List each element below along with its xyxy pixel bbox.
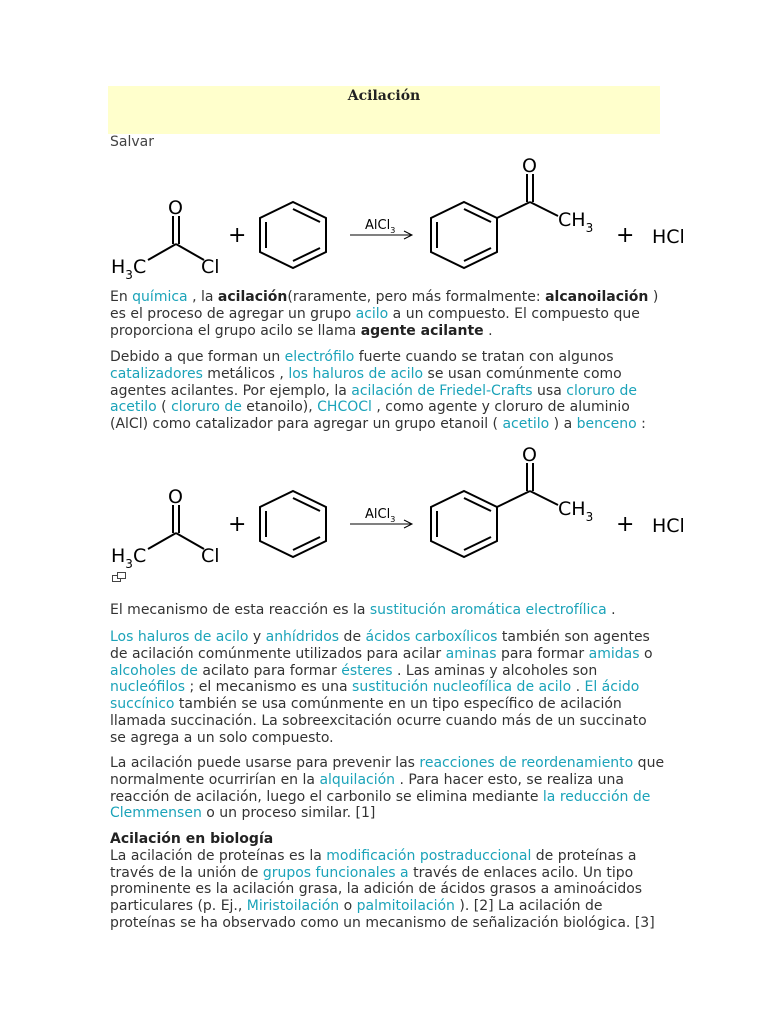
chlorine-label: Cl <box>201 256 220 278</box>
plus-sign-2: + <box>616 512 635 537</box>
link-quimica[interactable]: química <box>132 289 188 305</box>
hcl-label: HCl <box>652 515 685 537</box>
benzene-ring <box>260 202 326 268</box>
link-cloruro-de[interactable]: cloruro de <box>171 399 242 416</box>
acetyl-oxygen-label: O <box>168 197 183 219</box>
hcl-label: HCl <box>652 226 685 248</box>
link-nucleofilos[interactable]: nucleófilos <box>110 679 186 696</box>
plus-sign-2: + <box>616 223 635 248</box>
link-acidos-carboxilicos[interactable]: ácidos carboxílicos <box>365 629 498 645</box>
title-bar <box>108 86 660 134</box>
link-acetilo[interactable]: acetilo <box>502 416 550 433</box>
acetophenone-structure <box>431 463 558 557</box>
methyl-label: $H_3C$ <box>111 256 147 282</box>
link-clemmensen[interactable]: la reducción de Clemmensen <box>110 788 651 822</box>
link-sustitucion-nucleofilica[interactable]: sustitución nucleofílica de acilo <box>352 679 572 696</box>
link-anhidridos[interactable]: anhídridos <box>265 629 340 645</box>
ketone-oxygen-label: O <box>522 444 537 466</box>
link-alcoholes[interactable]: alcoholes de <box>110 662 198 679</box>
acetyl-chloride-structure <box>148 216 204 260</box>
product-methyl-label: $CH_3$ <box>558 498 594 524</box>
link-haluros-acilo-2[interactable]: Los haluros de acilo <box>110 629 249 645</box>
copy-icon[interactable] <box>112 572 126 582</box>
acetophenone-structure <box>431 174 558 268</box>
reaction-scheme-2 <box>100 439 700 574</box>
link-haluros-acilo[interactable]: los haluros de acilo <box>288 365 424 382</box>
link-reordenamiento[interactable]: reacciones de reordenamiento <box>419 755 634 771</box>
paragraph-rearrangement: La acilación puede usarse para prevenir las reacciones de reordenamiento que normalmente ocurrirían en la alquilación . Para hacer esto, se realiza una reacción de acilación, luego el carbonilo se elimina mediante la reducción de Clemmensen o un proceso similar. [1] <box>110 755 665 822</box>
section-heading-biology: Acilación en biología <box>110 831 274 847</box>
link-esteres[interactable]: ésteres <box>341 662 393 679</box>
paragraph-biology: Acilación en biología La acilación de proteínas es la modificación postraduccional de proteínas a través de la unión de grupos funcionales a través de enlaces acilo. Un tipo prominente es la acilación grasa, la adición de ácidos grasos a aminoácidos particulares (p. Ej., Miristoilación o palmitoilación ). [2] La acilación de proteínas se ha observado como un mecanismo de señalización biológica. [3] <box>110 831 665 932</box>
paragraph-agents: Los haluros de acilo y anhídridos de ácidos carboxílicos también son agentes de acilación comúnmente utilizados para acilar aminas para formar amidas o alcoholes de acilato para formar ésteres . Las aminas y alcoholes son nucleófilos ; el mecanismo es una sustitución nucleofílica de acilo . El ácido succínico también se usa comúnmente en un tipo específico de acilación llamada succinación. La sobreexcitación ocurre cuando más de un succinato se agrega a un solo compuesto. <box>110 629 653 746</box>
benzene-ring <box>260 491 326 557</box>
link-aminas[interactable]: aminas <box>445 645 497 662</box>
methyl-label: $H_3C$ <box>111 545 147 571</box>
catalyst-label: AlCl$_3$ <box>365 218 396 235</box>
page-title: Acilación <box>347 88 421 104</box>
link-acido-succinico[interactable]: El ácido succínico <box>110 679 640 713</box>
link-modificacion-postraduccional[interactable]: modificación postraduccional <box>326 847 532 864</box>
link-benceno[interactable]: benceno <box>576 416 637 433</box>
product-methyl-label: $CH_3$ <box>558 209 594 235</box>
link-amidas[interactable]: amidas <box>588 645 640 662</box>
acetyl-chloride-structure <box>148 505 204 549</box>
link-miristoilacion[interactable]: Miristoilación <box>246 898 340 915</box>
paragraph-definition: En química , la acilación(raramente, pero más formalmente: alcanoilación ) es el proceso de agregar un grupo acilo a un compuesto. El compuesto que proporciona el grupo acilo se llama agente acilante . <box>110 289 659 339</box>
paragraph-friedel-crafts: Debido a que forman un electrófilo fuerte cuando se tratan con algunos catalizadores metálicos , los haluros de acilo se usan comúnmente como agentes acilantes. Por ejemplo, la acilación de Friedel-Crafts usa cloruro de acetilo ( cloruro de etanoilo), CHCOCl , como agente y cloruro de aluminio (AlCl) como catalizador para agregar un grupo etanoil ( acetilo ) a benceno : <box>110 349 646 433</box>
plus-sign-1: + <box>228 512 247 537</box>
link-sustitucion-aromatica[interactable]: sustitución aromática electrofílica <box>369 602 607 618</box>
link-chcocl[interactable]: CHCOCl <box>317 399 372 416</box>
link-electrofilo[interactable]: electrófilo <box>284 349 355 365</box>
link-cloruro-acetilo[interactable]: cloruro de acetilo <box>110 382 638 416</box>
catalyst-label: AlCl$_3$ <box>365 507 396 524</box>
link-palmitoilacion[interactable]: palmitoilación <box>356 898 455 915</box>
link-grupos-funcionales[interactable]: grupos funcionales a <box>262 864 409 881</box>
chlorine-label: Cl <box>201 545 220 567</box>
link-alquilacion[interactable]: alquilación <box>319 771 396 788</box>
plus-sign-1: + <box>228 223 247 248</box>
paragraph-mechanism: El mecanismo de esta reacción es la sustitución aromática electrofílica . <box>110 602 616 618</box>
save-button[interactable]: Salvar <box>110 134 154 150</box>
acetyl-oxygen-label: O <box>168 486 183 508</box>
ketone-oxygen-label: O <box>522 155 537 177</box>
link-acilo[interactable]: acilo <box>355 305 389 322</box>
link-friedel-crafts[interactable]: acilación de Friedel-Crafts <box>351 382 533 399</box>
link-catalizadores[interactable]: catalizadores <box>110 365 203 382</box>
reaction-scheme-1 <box>100 150 700 285</box>
